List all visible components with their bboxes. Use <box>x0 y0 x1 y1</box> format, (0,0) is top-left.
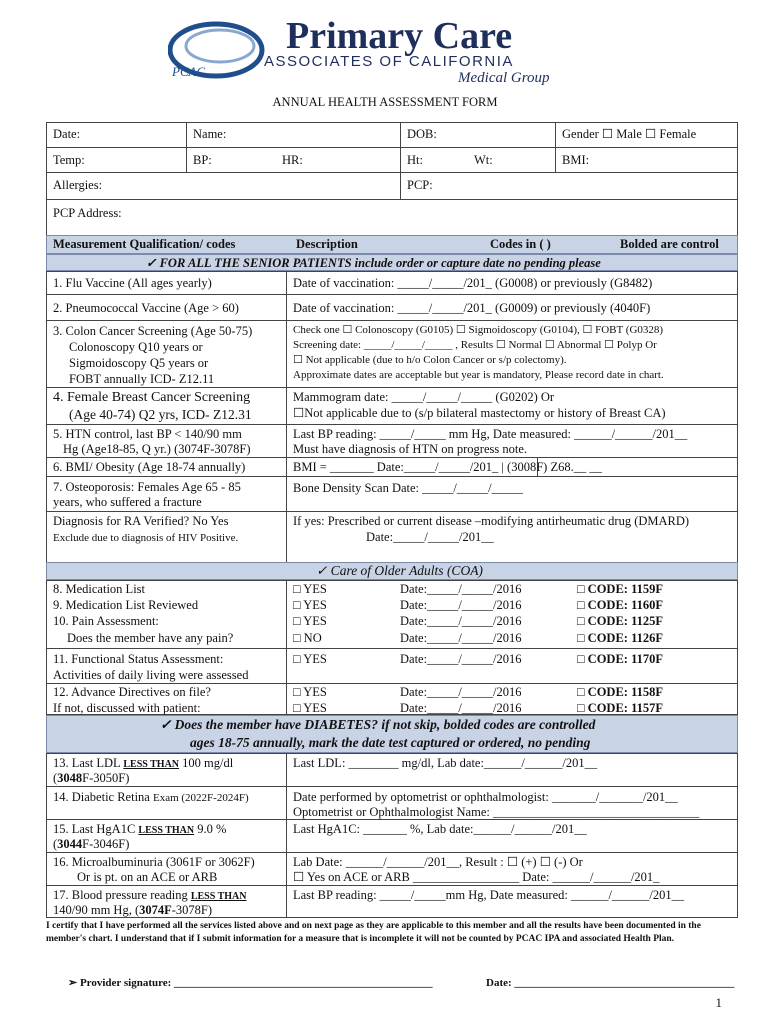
ra-diagnosis-label[interactable]: Diagnosis for RA Verified? No Yes <box>53 514 229 528</box>
certification-statement: I certify that I have performed all the services listed above and on next page as they are applicable to this member and all the results have been documented in the member's chart. I understand that if I submit information for a measure that is incomplete it will not be counted by PCAC IPA and associated Health Plan. <box>46 921 701 944</box>
yes-checkbox[interactable]: □ YES <box>293 701 327 715</box>
ldl-codes: (3048F-3050F) <box>53 771 130 785</box>
medication-list-label: 8. Medication List <box>53 582 145 596</box>
optometrist-name-entry[interactable]: Optometrist or Ophthalmologist Name: _________________________________ <box>293 805 700 819</box>
ht-field[interactable]: Ht: <box>407 153 423 167</box>
yes-checkbox[interactable]: □ YES <box>293 582 327 596</box>
senior-patients-heading: ✓ FOR ALL THE SENIOR PATIENTS include order or capture date no pending please <box>146 256 601 270</box>
retina-exam-label: 14. Diabetic Retina Exam (2022F-2024F) <box>53 790 249 804</box>
ldl-entry[interactable]: Last LDL: ________ mg/dl, Lab date:______/______/201__ <box>293 756 598 770</box>
pneumococcal-label: 2. Pneumococcal Vaccine (Age > 60) <box>53 301 239 315</box>
hga1c-entry[interactable]: Last HgA1C: _______ %, Lab date:______/______/201__ <box>293 822 587 836</box>
pneumococcal-entry[interactable]: Date of vaccination: _____/_____/201_ (G0009) or previously (4040F) <box>293 301 651 315</box>
mammogram-entry[interactable]: Mammogram date: _____/_____/_____ (G0202) Or <box>293 390 555 404</box>
bmi-obesity-label: 6. BMI/ Obesity (Age 18-74 annually) <box>53 460 246 474</box>
date-entry[interactable]: Date:_____/_____/2016 <box>400 598 522 612</box>
hiv-exclusion-label: Exclude due to diagnosis of HIV Positive. <box>53 532 239 544</box>
dmard-date-entry[interactable]: Date:_____/_____/201__ <box>366 530 494 544</box>
colon-screening-detail: Sigmoidoscopy Q5 years or <box>69 356 209 370</box>
breast-screening-detail: (Age 40-74) Q2 yrs, ICD- Z12.31 <box>69 407 252 422</box>
ldl-label: 13. Last LDL LESS THAN 100 mg/dl <box>53 756 234 770</box>
pain-assessment-label: 10. Pain Assessment: <box>53 614 159 628</box>
date-field[interactable]: Date: <box>53 127 81 141</box>
hr-field[interactable]: HR: <box>282 153 303 167</box>
no-checkbox[interactable]: □ NO <box>293 631 322 645</box>
advance-directives-detail: If not, discussed with patient: <box>53 701 201 715</box>
svg-text:ASSOCIATES OF CALIFORNIA: ASSOCIATES OF CALIFORNIA <box>264 53 514 70</box>
colon-screening-detail: FOBT annually ICD- Z12.11 <box>69 372 215 386</box>
wt-field[interactable]: Wt: <box>474 153 493 167</box>
yes-checkbox[interactable]: □ YES <box>293 598 327 612</box>
bone-density-entry[interactable]: Bone Density Scan Date: _____/_____/_____ <box>293 481 523 495</box>
hga1c-label: 15. Last HgA1C LESS THAN 9.0 % <box>53 822 227 836</box>
microalbuminuria-label: 16. Microalbuminuria (3061F or 3062F) <box>53 855 255 869</box>
bmi-obesity-entry[interactable]: BMI = _______ Date:_____/_____/201_ | (3008F) Z68.__ __ <box>293 460 602 474</box>
colon-screening-detail: Colonoscopy Q10 years or <box>69 340 203 354</box>
code-checkbox[interactable]: □ CODE: 1158F <box>577 685 664 699</box>
date-entry[interactable]: Date:_____/_____/2016 <box>400 631 522 645</box>
date-entry[interactable]: Date:_____/_____/2016 <box>400 614 522 628</box>
mammogram-na-checkbox[interactable]: ☐Not applicable due to (s/p bilateral mastectomy or history of Breast CA) <box>293 406 666 420</box>
name-field[interactable]: Name: <box>193 127 227 141</box>
header-measurement: Measurement Qualification/ codes <box>53 237 236 251</box>
yes-checkbox[interactable]: □ YES <box>293 685 327 699</box>
svg-text:Medical Group: Medical Group <box>458 70 550 86</box>
colon-screening-entry[interactable]: ☐ Not applicable (due to h/o Colon Cancer or s/p colectomy). <box>293 354 567 366</box>
pcac-logo <box>168 14 608 86</box>
dmard-entry[interactable]: If yes: Prescribed or current disease –modifying antirheumatic drug (DMARD) <box>293 514 690 528</box>
form-title: ANNUAL HEALTH ASSESSMENT FORM <box>272 95 498 109</box>
signature-date-field[interactable]: Date: ________________________________________ <box>486 977 735 989</box>
colon-screening-entry[interactable]: Check one ☐ Colonoscopy (G0105) ☐ Sigmoidoscopy (G0104), ☐ FOBT (G0328) <box>293 324 664 336</box>
yes-checkbox[interactable]: □ YES <box>293 652 327 666</box>
bp-reading-entry[interactable]: Last BP reading: _____/_____mm Hg, Date measured: ______/______/201__ <box>293 888 685 902</box>
osteoporosis-detail: years, who suffered a fracture <box>53 495 202 509</box>
date-entry[interactable]: Date:_____/_____/2016 <box>400 652 522 666</box>
code-checkbox[interactable]: □ CODE: 1126F <box>577 631 664 645</box>
date-entry[interactable]: Date:_____/_____/2016 <box>400 685 522 699</box>
temp-field[interactable]: Temp: <box>53 153 85 167</box>
retina-exam-entry[interactable]: Date performed by optometrist or ophthalmologist: _______/_______/201__ <box>293 790 678 804</box>
advance-directives-label: 12. Advance Directives on file? <box>53 685 211 699</box>
yes-checkbox[interactable]: □ YES <box>293 614 327 628</box>
ace-arb-label: Or is pt. on an ACE or ARB <box>77 870 218 884</box>
htn-bp-entry[interactable]: Last BP reading: _____/_____ mm Hg, Date measured: ______/______/201__ <box>293 427 688 441</box>
breast-screening-label: 4. Female Breast Cancer Screening <box>53 390 251 405</box>
bp-reading-label: 17. Blood pressure reading LESS THAN <box>53 888 247 902</box>
medication-reviewed-label: 9. Medication List Reviewed <box>53 598 199 612</box>
microalbuminuria-entry[interactable]: Lab Date: ______/______/201__, Result : ☐ (+) ☐ (-) Or <box>293 855 583 869</box>
diabetes-heading: ✓ Does the member have DIABETES? if not skip, bolded codes are controlled <box>160 717 596 732</box>
htn-control-label: 5. HTN control, last BP < 140/90 mm <box>53 427 242 441</box>
code-checkbox[interactable]: □ CODE: 1160F <box>577 598 664 612</box>
htn-control-detail: Hg (Age18-85, Q yr.) (3074F-3078F) <box>63 442 251 456</box>
allergies-field[interactable]: Allergies: <box>53 178 103 192</box>
code-checkbox[interactable]: □ CODE: 1157F <box>577 701 664 715</box>
gender-field[interactable]: Gender ☐ Male ☐ Female <box>562 127 697 141</box>
bmi-field[interactable]: BMI: <box>562 153 590 167</box>
flu-vaccine-label: 1. Flu Vaccine (All ages yearly) <box>53 276 212 290</box>
pcp-address-field[interactable]: PCP Address: <box>53 206 122 220</box>
bp-reading-codes: 140/90 mm Hg, (3074F-3078F) <box>53 903 213 917</box>
flu-vaccine-entry[interactable]: Date of vaccination: _____/_____/201_ (G0008) or previously (G8482) <box>293 276 653 290</box>
bp-field[interactable]: BP: <box>193 153 212 167</box>
ace-arb-entry[interactable]: ☐ Yes on ACE or ARB _________________ Date: ______/______/201_ <box>293 870 660 884</box>
svg-text:PCAC: PCAC <box>172 64 206 79</box>
colon-screening-label: 3. Colon Cancer Screening (Age 50-75) <box>53 324 253 338</box>
coa-heading: ✓ Care of Older Adults (COA) <box>316 563 483 578</box>
provider-signature-field[interactable]: ➢ Provider signature: _______________________________________________ <box>68 977 433 989</box>
diabetes-subheading: ages 18-75 annually, mark the date test captured or ordered, no pending <box>190 735 591 750</box>
htn-note: Must have diagnosis of HTN on progress note. <box>293 442 527 456</box>
page-number: 1 <box>715 995 722 1010</box>
header-codes: Codes in ( ) <box>490 237 551 251</box>
osteoporosis-label: 7. Osteoporosis: Females Age 65 - 85 <box>53 480 241 494</box>
pcp-field[interactable]: PCP: <box>407 178 433 192</box>
dob-field[interactable]: DOB: <box>407 127 437 141</box>
date-entry[interactable]: Date:_____/_____/2016 <box>400 701 522 715</box>
hga1c-codes: (3044F-3046F) <box>53 837 130 851</box>
date-entry[interactable]: Date:_____/_____/2016 <box>400 582 522 596</box>
colon-screening-note: Approximate dates are acceptable but year is mandatory, Please record date in chart. <box>293 369 664 381</box>
code-checkbox[interactable]: □ CODE: 1125F <box>577 614 664 628</box>
functional-status-label: 11. Functional Status Assessment: <box>53 652 224 666</box>
header-description: Description <box>296 237 358 251</box>
svg-text:Primary Care: Primary Care <box>286 15 513 57</box>
colon-screening-entry[interactable]: Screening date: _____/_____/_____ , Results ☐ Normal ☐ Abnormal ☐ Polyp Or <box>293 339 657 351</box>
code-checkbox[interactable]: □ CODE: 1170F <box>577 652 664 666</box>
pain-question-label: Does the member have any pain? <box>67 631 234 645</box>
functional-status-detail: Activities of daily living were assessed <box>53 668 249 682</box>
code-checkbox[interactable]: □ CODE: 1159F <box>577 582 664 596</box>
header-bolded: Bolded are control <box>620 237 719 251</box>
